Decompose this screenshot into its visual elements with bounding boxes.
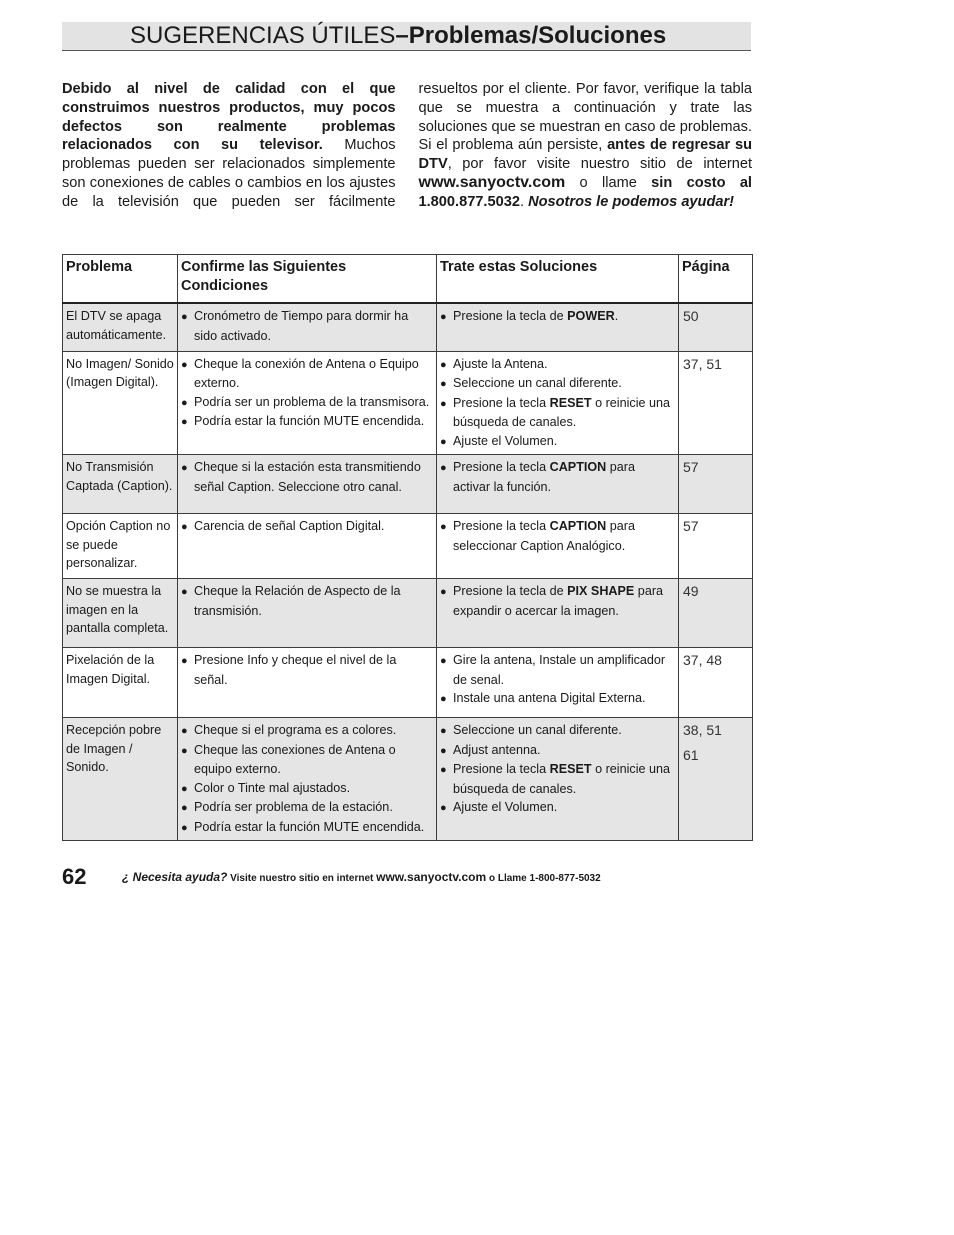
solution-item (440, 394, 675, 432)
table-row (63, 351, 753, 455)
page-cell (679, 303, 753, 351)
condition-item: ● Cronómetro de Tiempo para dormir ha sido activado. (181, 307, 433, 345)
solution-text: para seleccionar Caption Analógico. (453, 519, 635, 553)
problem-cell: No Transmisión Captada (Caption). (63, 455, 178, 514)
conditions-cell (178, 303, 437, 351)
solution-item (440, 582, 675, 620)
table-row (63, 579, 753, 648)
conditions-cell (178, 455, 437, 514)
solutions-cell (437, 514, 679, 579)
solution-text: Seleccione un canal diferente. (453, 376, 622, 390)
page-title-sub: –Problemas/Soluciones (395, 22, 667, 49)
problem-cell: Recepción pobre de Imagen / Sonido. (63, 718, 178, 841)
table-row (63, 718, 753, 841)
intro-text-1: Muchos problemas pueden ser relacionados simplemente son conexiones de cables o cambios en los ajustes de la televisión que pueden ser fácilmente resueltos por el cliente. Por favor, verifique la tabla que se muestra a continuación y trate las soluciones que se muestran en caso de problemas. Si el problema aún persiste, (62, 81, 752, 210)
conditions-cell (178, 514, 437, 579)
condition-item: ● Cheque la conexión de Antena o Equipo externo. (181, 355, 433, 393)
solution-key: RESET (549, 395, 592, 410)
page-number: 62 (62, 864, 87, 889)
solution-key: RESET (549, 762, 592, 776)
table-row (63, 455, 753, 514)
solution-text: Presione la tecla (453, 395, 550, 410)
troubleshooting-table (62, 254, 753, 841)
column-header-conditions: Confirme las Siguientes Condiciones (178, 255, 437, 304)
table-header-row (63, 255, 753, 304)
solution-item (440, 432, 675, 452)
solution-text: Presione la tecla (453, 762, 550, 776)
conditions-cell (178, 351, 437, 455)
condition-item: ● Cheque las conexiones de Antena o equipo externo. (181, 741, 433, 779)
table-row (63, 303, 753, 351)
solution-item (440, 689, 675, 709)
solution-text: Ajuste el Volumen. (453, 800, 558, 814)
solution-text: Adjust antenna. (453, 742, 541, 757)
solution-text: para expandir o acercar la imagen. (453, 584, 664, 618)
intro-before-return: antes de regresar su DTV (418, 137, 752, 173)
intro-phone: sin costo al 1.800.877.5032 (418, 174, 752, 210)
solution-text: Ajuste el Volumen. (453, 433, 558, 448)
condition-item: ● Carencia de señal Caption Digital. (181, 517, 433, 537)
title-bar (62, 22, 751, 51)
page-title (130, 22, 666, 50)
page-cell (679, 579, 753, 648)
footer-help-line (122, 870, 601, 884)
solutions-cell (437, 718, 679, 841)
condition-item: ● Podría ser un problema de la transmisora. (181, 393, 433, 413)
solution-key: CAPTION (549, 460, 607, 474)
condition-item: ● Presione Info y cheque el nivel de la señal. (181, 651, 433, 689)
solutions-cell (437, 455, 679, 514)
condition-item: ● Cheque si la estación esta transmitiendo señal Caption. Seleccione otro canal. (181, 458, 433, 496)
page-reference: 57 (683, 518, 699, 534)
footer-call: o Llame 1-800-877-5032 (486, 873, 601, 884)
problem-cell: El DTV se apaga automáticamente. (63, 303, 178, 351)
condition-item: ● Cheque la Relación de Aspecto de la transmisión. (181, 582, 433, 620)
condition-item: ● Podría estar la función MUTE encendida. (181, 818, 433, 838)
intro-paragraph (62, 80, 752, 212)
solution-text: Gire la antena, Instale un amplificador de senal. (453, 653, 666, 687)
solution-text: Ajuste la Antena. (453, 356, 548, 371)
solutions-cell (437, 351, 679, 455)
solution-text: para activar la función. (453, 460, 635, 494)
problem-cell: Pixelación de la Imagen Digital. (63, 648, 178, 718)
conditions-cell (178, 648, 437, 718)
intro-text-2: , por favor visite nuestro sitio de internet (447, 156, 752, 173)
page-cell (679, 514, 753, 579)
footer-visit: Visite nuestro sitio en internet (227, 873, 377, 884)
solution-item (440, 517, 675, 555)
condition-item: ● Color o Tinte mal ajustados. (181, 779, 433, 799)
conditions-cell (178, 579, 437, 648)
footer-question: ¿ Necesita ayuda? (122, 870, 228, 884)
page-cell (679, 455, 753, 514)
solution-text: Seleccione un canal diferente. (453, 723, 622, 737)
solution-text: Presione la tecla (453, 460, 550, 474)
solution-key: PIX SHAPE (567, 584, 635, 598)
solution-text: . (614, 309, 619, 323)
solutions-cell (437, 579, 679, 648)
solution-text: o reinicie una búsqueda de canales. (453, 762, 671, 796)
solution-item (440, 374, 675, 394)
page-reference: 38, 51 (683, 722, 722, 738)
intro-text (62, 80, 752, 212)
solutions-cell (437, 303, 679, 351)
condition-item: ● Podría estar la función MUTE encendida. (181, 412, 433, 432)
problem-cell: No se muestra la imagen en la pantalla completa. (63, 579, 178, 648)
page-reference: 37, 48 (683, 652, 722, 668)
condition-item: ● Cheque si el programa es a colores. (181, 721, 433, 741)
page-reference: 57 (683, 459, 699, 475)
page-reference: 50 (683, 308, 699, 324)
solution-item (440, 651, 675, 689)
page-cell (679, 351, 753, 455)
condition-item: ● Podría ser problema de la estación. (181, 798, 433, 818)
intro-help: Nosotros le podemos ayudar! (528, 193, 735, 210)
solution-item (440, 760, 675, 798)
solution-item (440, 307, 675, 327)
column-header-page: Página (679, 255, 753, 304)
solution-text: Presione la tecla (453, 519, 550, 533)
page-reference: 37, 51 (683, 355, 722, 372)
table-row (63, 648, 753, 718)
intro-text-4: . (519, 193, 529, 210)
page-cell (679, 648, 753, 718)
solution-text: o reinicie una búsqueda de canales. (453, 395, 671, 429)
intro-text-3: o llame (565, 174, 652, 191)
solution-text: Presione la tecla de (453, 309, 568, 323)
footer-website-link[interactable]: www.sanyoctv.com (376, 870, 487, 884)
solution-item (440, 721, 675, 741)
conditions-cell (178, 718, 437, 841)
intro-website-link[interactable]: www.sanyoctv.com (418, 173, 566, 191)
solution-text: Instale una antena Digital Externa. (453, 691, 646, 705)
column-header-solutions: Trate estas Soluciones (437, 255, 679, 304)
problem-cell: No Imagen/ Sonido (Imagen Digital). (63, 351, 178, 455)
page-reference: 49 (683, 583, 699, 599)
intro-lead: Debido al nivel de calidad con el que construimos nuestros productos, muy pocos defectos son realmente problemas relacionados con su televisor. (62, 81, 396, 154)
column-header-problem: Problema (63, 255, 178, 304)
solution-item (440, 458, 675, 496)
solutions-cell (437, 648, 679, 718)
solution-item (440, 798, 675, 818)
problem-cell: Opción Caption no se puede personalizar. (63, 514, 178, 579)
page-title-main: SUGERENCIAS ÚTILES (130, 22, 396, 49)
page-reference: 61 (683, 747, 699, 763)
solution-key: CAPTION (549, 519, 607, 533)
solution-item (440, 355, 675, 375)
table-row (63, 514, 753, 579)
page-cell (679, 718, 753, 841)
solution-item (440, 741, 675, 761)
solution-text: Presione la tecla de (453, 584, 568, 598)
solution-key: POWER (567, 309, 615, 323)
table-body (63, 303, 753, 841)
